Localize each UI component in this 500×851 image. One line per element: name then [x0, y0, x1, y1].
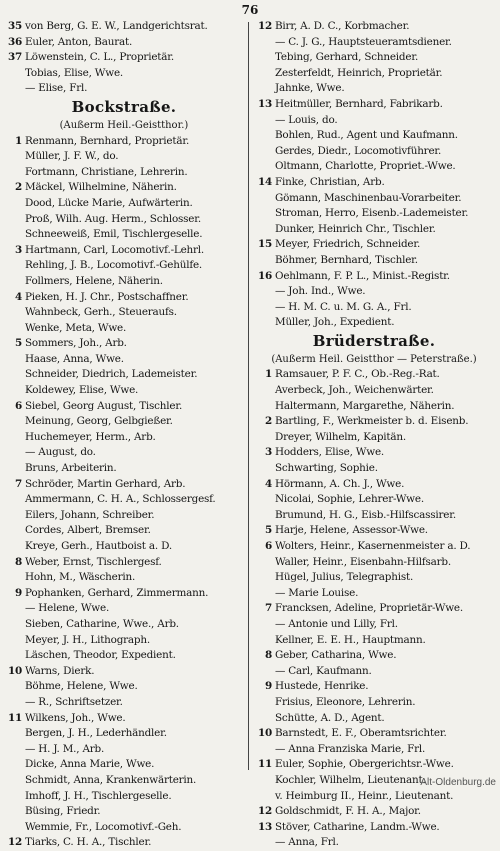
house-number: 11	[257, 758, 272, 771]
resident-entry	[6, 66, 242, 82]
resident-text: Dood, Lücke Marie, Aufwärterin.	[25, 196, 193, 209]
resident-text: Büsing, Friedr.	[25, 805, 101, 818]
resident-text: Hörmann, A. Ch. J., Wwe.	[275, 477, 405, 490]
resident-entry	[256, 726, 492, 742]
resident-entry	[6, 820, 242, 836]
resident-text: Meyer, Friedrich, Schneider.	[275, 238, 421, 251]
resident-text: — H. M. C. u. M. G. A., Frl.	[275, 300, 412, 313]
resident-entry	[256, 523, 492, 539]
resident-entry	[6, 508, 242, 524]
resident-entry	[6, 555, 242, 571]
resident-text: Wahnbeck, Gerh., Steueraufs.	[25, 306, 177, 319]
house-number: 16	[257, 269, 272, 282]
resident-text: — Carl, Kaufmann.	[275, 664, 372, 677]
resident-text: Hodders, Elise, Wwe.	[275, 446, 385, 459]
resident-entry	[6, 477, 242, 493]
resident-entry	[6, 383, 242, 399]
resident-entry	[256, 253, 492, 269]
house-number: 12	[257, 20, 272, 32]
resident-entry	[256, 206, 492, 222]
resident-text: Läschen, Theodor, Expedient.	[25, 649, 176, 662]
house-number: 9	[14, 586, 22, 599]
resident-text: Stöver, Catharine, Landm.-Wwe.	[275, 820, 440, 833]
resident-text: Dicke, Anna Marie, Wwe.	[25, 758, 155, 771]
resident-text: — Anna, Frl.	[275, 836, 339, 849]
resident-text: Bergen, J. H., Lederhändler.	[25, 727, 167, 740]
street-subheading: (Außerm Heil. Geistthor — Peterstraße.)	[271, 353, 477, 365]
resident-entry	[256, 586, 492, 602]
house-number: 12	[257, 805, 272, 818]
resident-entry	[6, 274, 242, 290]
house-number: 7	[264, 602, 272, 615]
resident-text: Schröder, Martin Gerhard, Arb.	[25, 477, 186, 490]
resident-entry	[256, 617, 492, 633]
resident-entry	[6, 835, 242, 851]
resident-entry	[6, 492, 242, 508]
resident-text: Euler, Sophie, Obergerichtsr.-Wwe.	[275, 758, 454, 771]
resident-text: Sommers, Joh., Arb.	[25, 337, 127, 350]
resident-entry	[6, 679, 242, 695]
resident-text: Rehling, J. B., Locomotivf.-Gehülfe.	[25, 259, 203, 272]
resident-entry	[6, 789, 242, 805]
house-number: 8	[14, 555, 22, 568]
resident-text: Bartling, F., Werkmeister b. d. Eisenb.	[275, 415, 469, 428]
resident-entry	[6, 445, 242, 461]
resident-entry	[256, 555, 492, 571]
resident-text: Dreyer, Wilhelm, Kapitän.	[275, 430, 406, 443]
resident-entry	[256, 508, 492, 524]
resident-entry	[256, 66, 492, 82]
resident-entry	[256, 269, 492, 285]
resident-text: Hustede, Henrike.	[275, 680, 369, 693]
resident-text: Eilers, Johann, Schreiber.	[25, 508, 155, 521]
resident-text: Frisius, Eleonore, Lehrerin.	[275, 695, 416, 708]
house-number: 35	[7, 20, 22, 32]
house-number: 4	[14, 290, 22, 303]
resident-text: — Anna Franziska Marie, Frl.	[275, 742, 426, 755]
house-number: 13	[257, 820, 272, 833]
resident-entry	[256, 648, 492, 664]
resident-text: Wilkens, Joh., Wwe.	[25, 711, 126, 724]
resident-entry	[256, 315, 492, 331]
resident-text: Pophanken, Gerhard, Zimmermann.	[25, 586, 209, 599]
resident-text: — Antonie und Lilly, Frl.	[275, 617, 398, 630]
resident-text: — Louis, do.	[275, 113, 338, 126]
watermark: Alt-Oldenburg.de	[420, 777, 496, 788]
resident-entry	[6, 243, 242, 259]
resident-entry	[6, 633, 242, 649]
resident-entry	[6, 711, 242, 727]
resident-text: Schmidt, Anna, Krankenwärterin.	[25, 773, 197, 786]
resident-text: — R., Schriftsetzer.	[25, 695, 123, 708]
resident-entry	[6, 196, 242, 212]
resident-text: Wenke, Meta, Wwe.	[25, 321, 127, 334]
resident-text: Dunker, Heinrich Chr., Tischler.	[275, 222, 436, 235]
resident-text: Fortmann, Christiane, Lehrerin.	[25, 165, 188, 178]
house-number: 11	[7, 711, 22, 724]
resident-text: Hartmann, Carl, Locomotivf.-Lehrl.	[25, 243, 205, 256]
resident-entry	[256, 711, 492, 727]
resident-text: Mäckel, Wilhelmine, Näherin.	[25, 181, 177, 194]
house-number: 9	[264, 680, 272, 693]
resident-text: Ramsauer, P. F. C., Ob.-Reg.-Rat.	[275, 368, 440, 381]
resident-text: Oltmann, Charlotte, Propriet.-Wwe.	[275, 160, 456, 173]
resident-text: Goldschmidt, F. H. A., Major.	[275, 805, 421, 818]
resident-text: Tobias, Elise, Wwe.	[25, 66, 124, 79]
resident-text: Bohlen, Rud., Agent und Kaufmann.	[275, 129, 458, 142]
resident-entry	[256, 789, 492, 805]
resident-entry	[6, 414, 242, 430]
resident-text: Heitmüller, Bernhard, Fabrikarb.	[275, 97, 443, 110]
resident-text: Waller, Heinr., Eisenbahn-Hilfsarb.	[275, 555, 451, 568]
resident-text: — Helene, Wwe.	[25, 602, 110, 615]
house-number: 2	[264, 415, 272, 428]
page-number: 76	[241, 3, 259, 17]
resident-entry	[6, 430, 242, 446]
resident-text: Averbeck, Joh., Weichenwärter.	[275, 384, 434, 397]
house-number: 3	[264, 446, 272, 459]
resident-entry	[6, 664, 242, 680]
resident-entry	[6, 726, 242, 742]
resident-text: Jahnke, Wwe.	[275, 82, 345, 95]
house-number: 4	[264, 477, 272, 490]
resident-entry	[256, 757, 492, 773]
resident-entry	[256, 284, 492, 300]
house-number: 3	[14, 243, 22, 256]
resident-text: Gömann, Maschinenbau-Vorarbeiter.	[275, 191, 462, 204]
resident-entry	[6, 367, 242, 383]
resident-entry	[256, 35, 492, 51]
house-number: 2	[14, 181, 22, 194]
resident-entry	[6, 523, 242, 539]
resident-text: Müller, Joh., Expedient.	[275, 316, 395, 329]
house-number: 37	[7, 51, 22, 64]
house-number: 10	[7, 664, 22, 677]
resident-text: Zesterfeldt, Heinrich, Proprietär.	[275, 66, 443, 79]
resident-text: Meinung, Georg, Gelbgießer.	[25, 415, 173, 428]
house-number: 1	[264, 368, 272, 381]
resident-text: Warns, Dierk.	[25, 664, 95, 677]
resident-entry	[6, 227, 242, 243]
resident-text: Tebing, Gerhard, Schneider.	[275, 51, 419, 64]
resident-entry	[256, 414, 492, 430]
resident-text: Proß, Wilh. Aug. Herm., Schlosser.	[25, 212, 201, 225]
house-number: 15	[257, 238, 272, 251]
resident-text: Bruns, Arbeiterin.	[25, 462, 117, 475]
resident-text: Tiarks, C. H. A., Tischler.	[25, 836, 152, 849]
resident-text: — Elise, Frl.	[25, 82, 88, 95]
resident-entry	[6, 539, 242, 555]
resident-entry	[6, 134, 242, 150]
resident-entry	[256, 81, 492, 97]
resident-text: — August, do.	[25, 446, 96, 459]
resident-text: Cordes, Albert, Bremser.	[25, 524, 151, 537]
resident-entry	[256, 445, 492, 461]
resident-text: Ammermann, C. H. A., Schlossergesf.	[25, 493, 216, 506]
resident-entry	[6, 648, 242, 664]
resident-text: Meyer, J. H., Lithograph.	[25, 633, 150, 646]
resident-entry	[6, 804, 242, 820]
resident-text: von Berg, G. E. W., Landgerichtsrat.	[25, 20, 208, 32]
resident-text: — Joh. Ind., Wwe.	[275, 285, 366, 298]
resident-entry	[6, 617, 242, 633]
resident-text: Brumund, H. G., Eisb.-Hilfscassirer.	[275, 508, 456, 521]
resident-text: Harje, Helene, Assessor-Wwe.	[275, 524, 428, 537]
resident-entry	[256, 383, 492, 399]
resident-text: Weber, Ernst, Tischlergesf.	[25, 555, 162, 568]
resident-entry	[256, 804, 492, 820]
resident-entry	[256, 430, 492, 446]
resident-entry	[6, 180, 242, 196]
resident-text: Follmers, Helene, Näherin.	[25, 274, 163, 287]
street-heading: Brüderstraße.	[312, 331, 436, 350]
resident-entry	[256, 633, 492, 649]
resident-entry	[6, 695, 242, 711]
resident-entry	[256, 570, 492, 586]
house-number: 13	[257, 97, 272, 110]
resident-text: Stroman, Herro, Eisenb.-Lademeister.	[275, 207, 469, 220]
resident-entry	[256, 144, 492, 160]
resident-text: Müller, J. F. W., do.	[25, 150, 119, 163]
resident-entry	[256, 695, 492, 711]
resident-text: Wemmie, Fr., Locomotivf.-Geh.	[25, 820, 182, 833]
resident-text: Francksen, Adeline, Proprietär-Wwe.	[275, 602, 463, 615]
resident-text: Geber, Catharina, Wwe.	[275, 649, 397, 662]
resident-entry	[256, 237, 492, 253]
resident-entry	[256, 399, 492, 415]
resident-text: Barnstedt, E. F., Oberamtsrichter.	[275, 727, 447, 740]
resident-entry	[256, 300, 492, 316]
resident-entry	[256, 601, 492, 617]
resident-text: Koldewey, Elise, Wwe.	[25, 384, 139, 397]
resident-text: Kochler, Wilhelm, Lieutenant.	[275, 773, 426, 786]
resident-text: Kellner, E. E. H., Hauptmann.	[275, 633, 426, 646]
resident-text: Hügel, Julius, Telegraphist.	[275, 571, 414, 584]
resident-text: Pieken, H. J. Chr., Postschaffner.	[25, 290, 189, 303]
resident-entry	[6, 50, 242, 66]
resident-entry	[6, 601, 242, 617]
resident-text: Huchemeyer, Herm., Arb.	[25, 430, 156, 443]
resident-text: Nicolai, Sophie, Lehrer-Wwe.	[275, 493, 424, 506]
resident-entry	[6, 35, 242, 51]
resident-entry	[6, 461, 242, 477]
house-number: 8	[264, 649, 272, 662]
house-number: 6	[14, 399, 22, 412]
resident-text: Imhoff, J. H., Tischlergeselle.	[25, 789, 172, 802]
resident-text: Böhmer, Bernhard, Tischler.	[275, 253, 418, 266]
resident-entry	[256, 128, 492, 144]
resident-entry	[256, 461, 492, 477]
resident-text: Birr, A. D. C., Korbmacher.	[275, 20, 410, 32]
resident-entry	[256, 820, 492, 836]
resident-text: — H. J. M., Arb.	[25, 742, 105, 755]
resident-entry	[6, 399, 242, 415]
resident-text: Löwenstein, C. L., Proprietär.	[25, 51, 174, 64]
resident-entry	[256, 679, 492, 695]
resident-text: Renmann, Bernhard, Proprietär.	[25, 134, 190, 147]
resident-text: Oehlmann, F. P. L., Minist.-Registr.	[275, 269, 450, 282]
resident-entry	[256, 835, 492, 851]
resident-entry	[6, 305, 242, 321]
resident-entry	[256, 539, 492, 555]
resident-entry	[256, 175, 492, 191]
resident-entry	[6, 149, 242, 165]
resident-entry	[6, 586, 242, 602]
resident-entry	[256, 222, 492, 238]
resident-entry	[6, 258, 242, 274]
resident-text: Hohn, M., Wäscherin.	[25, 571, 136, 584]
resident-text: — Marie Louise.	[275, 586, 359, 599]
house-number: 10	[257, 727, 272, 740]
resident-entry	[256, 367, 492, 383]
resident-entry	[256, 50, 492, 66]
resident-text: Euler, Anton, Baurat.	[25, 35, 133, 48]
resident-entry	[6, 336, 242, 352]
resident-entry	[256, 191, 492, 207]
resident-entry	[256, 159, 492, 175]
resident-entry	[6, 321, 242, 337]
resident-text: Haase, Anna, Wwe.	[25, 352, 124, 365]
resident-entry	[6, 165, 242, 181]
resident-entry	[6, 290, 242, 306]
resident-entry	[6, 212, 242, 228]
house-number: 14	[257, 175, 272, 188]
resident-text: Finke, Christian, Arb.	[275, 175, 385, 188]
resident-text: — C. J. G., Hauptsteueramtsdiener.	[275, 35, 452, 48]
street-subheading: (Außerm Heil.-Geistthor.)	[59, 119, 189, 131]
house-number: 5	[14, 337, 22, 350]
resident-text: Schwarting, Sophie.	[275, 462, 378, 475]
resident-entry	[6, 352, 242, 368]
resident-entry	[256, 19, 492, 35]
resident-text: Schneider, Diedrich, Lademeister.	[25, 368, 198, 381]
house-number: 1	[14, 134, 22, 147]
resident-text: Sieben, Catharine, Wwe., Arb.	[25, 617, 179, 630]
resident-text: Böhme, Helene, Wwe.	[25, 680, 138, 693]
resident-text: Haltermann, Margarethe, Näherin.	[275, 399, 455, 412]
resident-text: Gerdes, Diedr., Locomotivführer.	[275, 144, 442, 157]
left-column	[6, 19, 242, 849]
resident-entry	[6, 757, 242, 773]
resident-entry	[6, 773, 242, 789]
resident-text: Schütte, A. D., Agent.	[275, 711, 385, 724]
resident-entry	[256, 97, 492, 113]
resident-text: Schneeweiß, Emil, Tischlergeselle.	[25, 228, 203, 241]
house-number: 7	[14, 477, 22, 490]
resident-entry	[256, 492, 492, 508]
house-number: 5	[264, 524, 272, 537]
house-number: 12	[7, 836, 22, 849]
resident-text: Wolters, Heinr., Kasernenmeister a. D.	[275, 540, 471, 552]
resident-entry	[256, 113, 492, 129]
resident-entry	[256, 742, 492, 758]
resident-text: v. Heimburg II., Heinr., Lieutenant.	[275, 789, 454, 802]
resident-entry	[256, 664, 492, 680]
street-heading: Bockstraße.	[71, 97, 177, 116]
house-number: 6	[264, 540, 272, 552]
resident-text: Siebel, Georg August, Tischler.	[25, 399, 183, 412]
resident-entry	[6, 570, 242, 586]
resident-entry	[6, 81, 242, 97]
resident-entry	[256, 477, 492, 493]
house-number: 36	[7, 35, 22, 48]
resident-entry	[6, 19, 242, 35]
column-divider	[248, 22, 249, 770]
resident-text: Kreye, Gerh., Hautboist a. D.	[25, 540, 172, 552]
resident-entry	[6, 742, 242, 758]
